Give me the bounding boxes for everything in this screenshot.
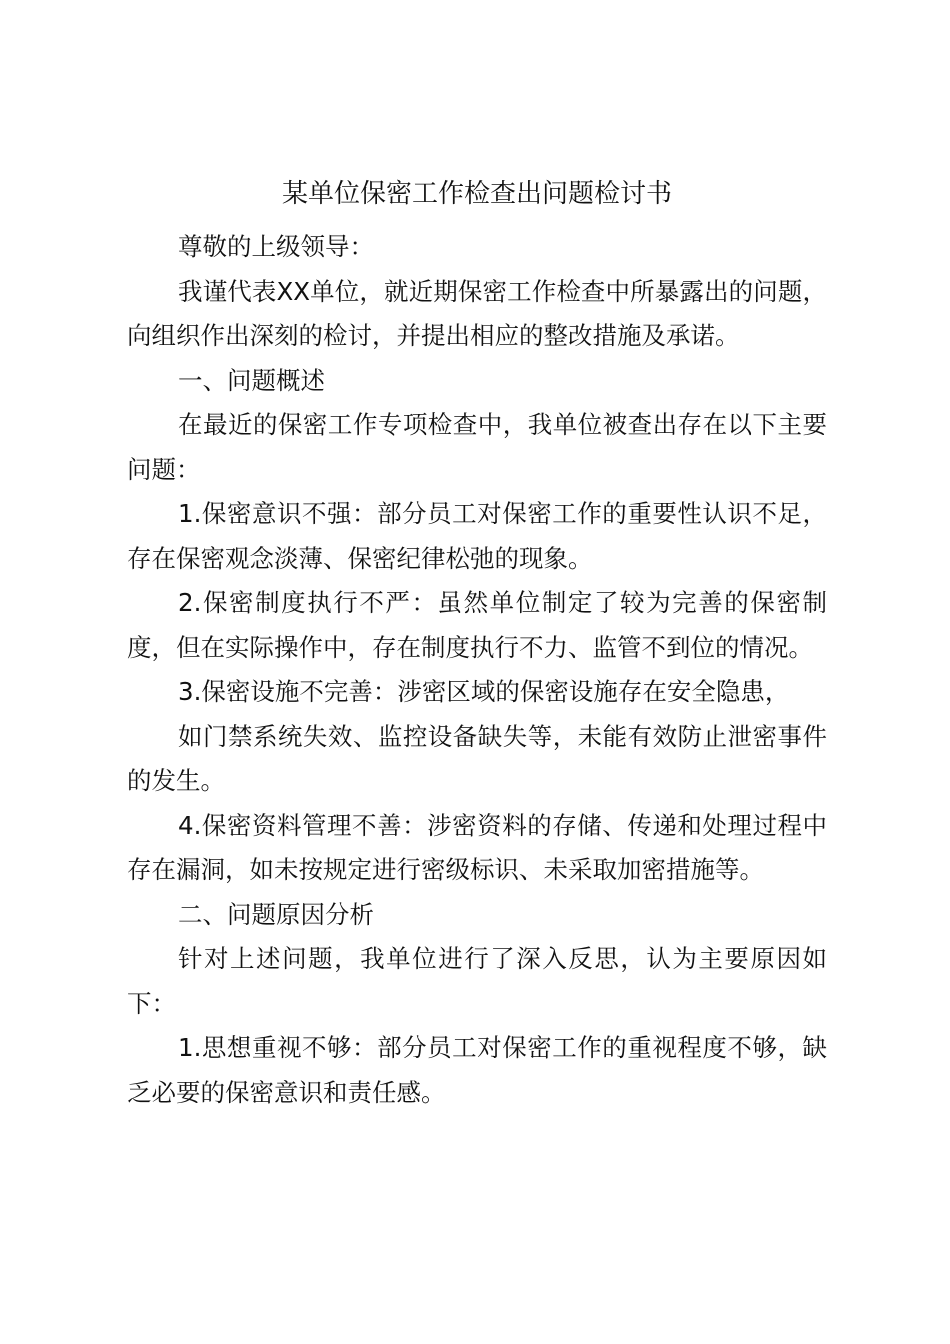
document-body <box>127 172 827 1115</box>
section-2-intro: 针对上述问题，我单位进行了深入反思，认为主要原因如下： <box>127 944 827 1018</box>
section-1-intro: 在最近的保密工作专项检查中，我单位被查出存在以下主要问题： <box>127 410 827 484</box>
problem-item-4: 4.保密资料管理不善：涉密资料的存储、传递和处理过程中存在漏洞，如未按规定进行密级标识、未采取加密措施等。 <box>127 810 827 884</box>
section-1-heading: 一、问题概述 <box>178 365 325 395</box>
problem-item-1: 1.保密意识不强：部分员工对保密工作的重要性认识不足，存在保密观念淡薄、保密纪律松弛的现象。 <box>127 499 827 573</box>
problem-item-3-first-line: 3.保密设施不完善：涉密区域的保密设施存在安全隐患， <box>178 677 790 706</box>
problem-item-2: 2.保密制度执行不严：虽然单位制定了较为完善的保密制度，但在实际操作中，存在制度执行不力、监管不到位的情况。 <box>127 588 827 662</box>
cause-item-1: 1.思想重视不够：部分员工对保密工作的重视程度不够，缺乏必要的保密意识和责任感。 <box>127 1033 827 1107</box>
section-2-heading: 二、问题原因分析 <box>178 899 374 929</box>
problem-item-3-continuation: 如门禁系统失效、监控设备缺失等，未能有效防止泄密事件的发生。 <box>127 721 827 795</box>
salutation: 尊敬的上级领导： <box>178 232 374 261</box>
intro-paragraph: 我谨代表XX单位，就近期保密工作检查中所暴露出的问题，向组织作出深刻的检讨，并提出相应的整改措施及承诺。 <box>127 276 827 350</box>
document-title: 某单位保密工作检查出问题检讨书 <box>281 179 672 209</box>
